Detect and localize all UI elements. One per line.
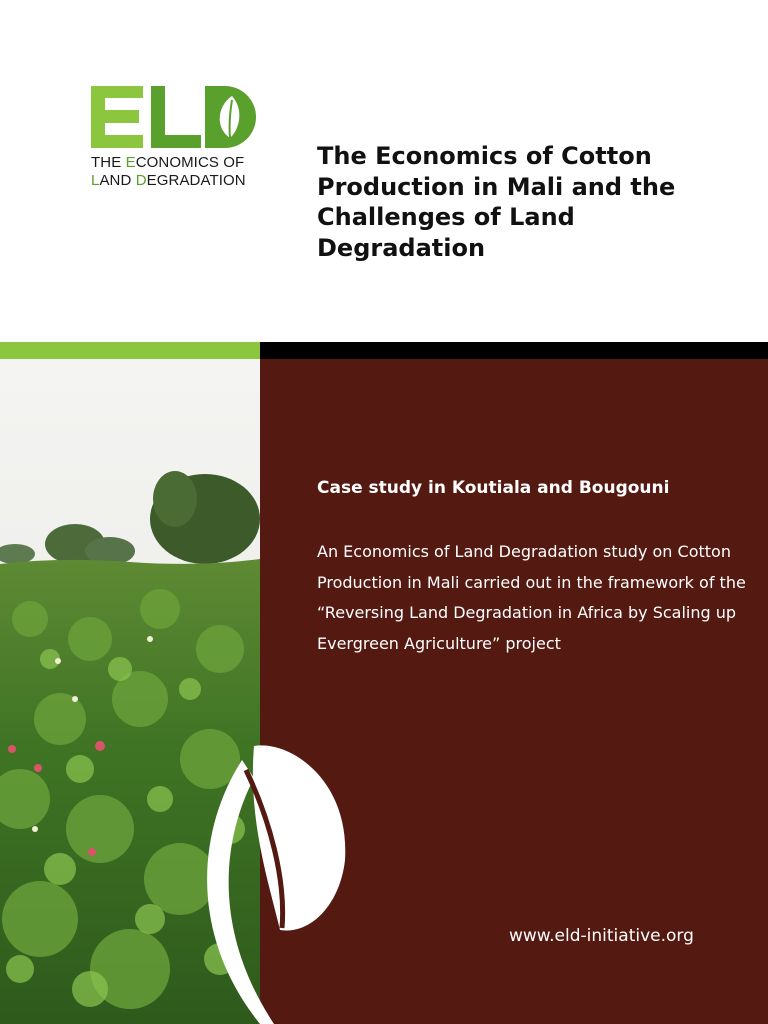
logo-line-2: LAND DEGRADATION	[91, 172, 246, 189]
eld-logo-mark	[91, 86, 261, 148]
document-title: The Economics of Cotton Production in Mali and the Challenges of Land Degradation	[317, 142, 676, 262]
accent-band-black	[260, 342, 768, 359]
study-description: An Economics of Land Degradation study on Cotton Production in Mali carried out in the framework of the “Reversing Land Degradation in Africa by Scaling up Evergreen Agriculture” project	[317, 542, 746, 653]
eld-logo	[91, 86, 263, 196]
case-study-subtitle: Case study in Koutiala and Bougouni	[317, 478, 670, 498]
website-url[interactable]: www.eld-initiative.org	[509, 926, 694, 946]
logo-line-1: THE ECONOMICS OF	[91, 154, 245, 171]
accent-band-green	[0, 342, 260, 359]
sprout-icon	[190, 730, 360, 1024]
eld-logo-tagline	[91, 154, 246, 190]
